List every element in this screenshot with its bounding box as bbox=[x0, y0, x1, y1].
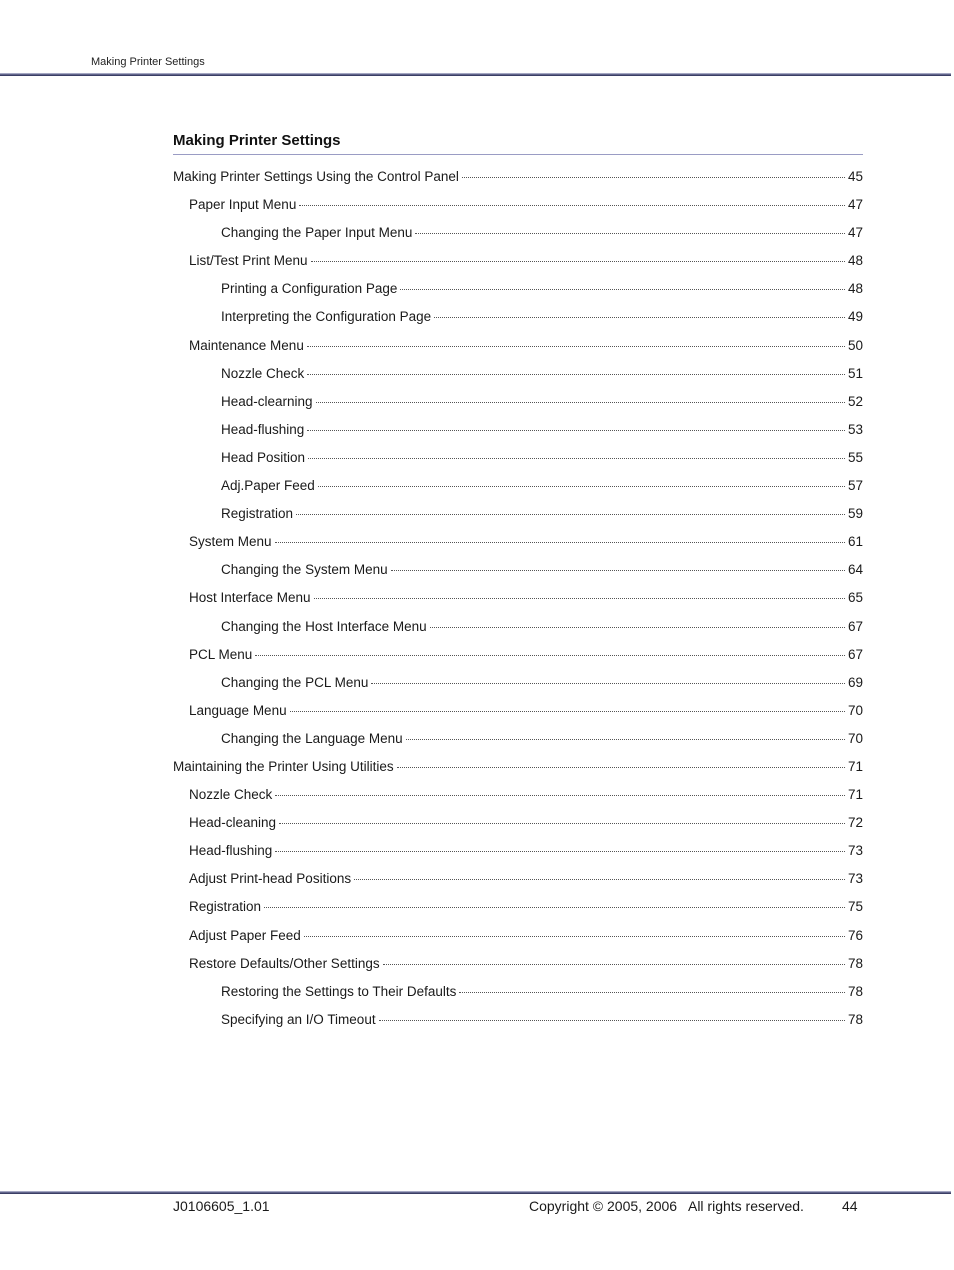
toc-entry[interactable] bbox=[173, 306, 863, 334]
toc-entry[interactable] bbox=[173, 616, 863, 644]
toc-entry-page: 47 bbox=[847, 197, 863, 213]
toc-entry-label: Registration bbox=[189, 899, 262, 915]
toc-dot-leader bbox=[462, 177, 845, 178]
toc-entry[interactable] bbox=[173, 194, 863, 222]
toc-entry-page: 73 bbox=[847, 843, 863, 859]
toc-dot-leader bbox=[397, 767, 845, 768]
toc-dot-leader bbox=[296, 514, 845, 515]
toc-entry-label: Maintenance Menu bbox=[189, 337, 304, 353]
toc-entry-page: 57 bbox=[847, 478, 863, 494]
toc-entry-page: 71 bbox=[847, 787, 863, 803]
toc-entry[interactable] bbox=[173, 896, 863, 924]
toc-entry-label: Adjust Paper Feed bbox=[189, 927, 301, 943]
toc-dot-leader bbox=[308, 458, 845, 459]
toc-entry[interactable] bbox=[173, 222, 863, 250]
toc-entry-label: Changing the PCL Menu bbox=[221, 674, 369, 690]
toc-dot-leader bbox=[279, 823, 845, 824]
toc-dot-leader bbox=[379, 1020, 845, 1021]
toc-entry-page: 78 bbox=[847, 1011, 863, 1027]
toc-entry-label: Head Position bbox=[221, 449, 306, 465]
toc-entry[interactable] bbox=[173, 250, 863, 278]
toc-entry[interactable] bbox=[173, 559, 863, 587]
toc-entry-label: Specifying an I/O Timeout bbox=[221, 1011, 376, 1027]
toc-entry[interactable] bbox=[173, 1009, 863, 1037]
toc-dot-leader bbox=[415, 233, 845, 234]
toc-entry-page: 71 bbox=[847, 758, 863, 774]
toc-entry[interactable] bbox=[173, 447, 863, 475]
toc-entry-label: Restore Defaults/Other Settings bbox=[189, 955, 380, 971]
toc-entry[interactable] bbox=[173, 840, 863, 868]
toc-entry-page: 64 bbox=[847, 562, 863, 578]
toc-dot-leader bbox=[307, 346, 845, 347]
section-title: Making Printer Settings bbox=[173, 132, 341, 149]
toc-dot-leader bbox=[406, 739, 845, 740]
toc-entry-page: 67 bbox=[847, 618, 863, 634]
toc-entry-label: Nozzle Check bbox=[221, 365, 305, 381]
toc-entry[interactable] bbox=[173, 953, 863, 981]
footer-page-number: 44 bbox=[842, 1198, 858, 1214]
toc-entry-label: Head-flushing bbox=[189, 843, 273, 859]
toc-entry[interactable] bbox=[173, 419, 863, 447]
toc-entry-label: Host Interface Menu bbox=[189, 590, 311, 606]
toc-entry-label: Interpreting the Configuration Page bbox=[221, 309, 432, 325]
toc-dot-leader bbox=[371, 683, 845, 684]
toc-dot-leader bbox=[299, 205, 845, 206]
toc-entry-label: Head-cleaning bbox=[189, 815, 277, 831]
toc-entry-label: Making Printer Settings Using the Control Panel bbox=[173, 169, 459, 184]
toc-entry-page: 48 bbox=[847, 253, 863, 269]
toc-entry-page: 49 bbox=[847, 309, 863, 325]
toc-entry-label: Adjust Print-head Positions bbox=[189, 871, 352, 887]
toc-entry-page: 51 bbox=[847, 365, 863, 381]
toc-entry-page: 48 bbox=[847, 281, 863, 297]
toc-entry[interactable] bbox=[173, 335, 863, 363]
toc-dot-leader bbox=[391, 570, 845, 571]
toc-entry-label: Changing the Paper Input Menu bbox=[221, 225, 413, 241]
toc-entry[interactable] bbox=[173, 672, 863, 700]
toc-dot-leader bbox=[318, 486, 845, 487]
toc-dot-leader bbox=[314, 598, 845, 599]
toc-entry-page: 52 bbox=[847, 393, 863, 409]
toc-entry[interactable] bbox=[173, 531, 863, 559]
toc-entry-page: 75 bbox=[847, 899, 863, 915]
toc-dot-leader bbox=[264, 907, 845, 908]
toc-entry-page: 53 bbox=[847, 421, 863, 437]
toc-entry-label: Maintaining the Printer Using Utilities bbox=[173, 758, 394, 774]
toc-dot-leader bbox=[430, 627, 845, 628]
header-rule bbox=[0, 73, 951, 76]
footer-copyright: Copyright © 2005, 2006 All rights reserved. bbox=[529, 1198, 804, 1214]
toc-entry-page: 45 bbox=[847, 169, 863, 184]
toc-entry-label: Changing the System Menu bbox=[221, 562, 388, 578]
toc-entry-page: 55 bbox=[847, 449, 863, 465]
running-header: Making Printer Settings bbox=[91, 56, 205, 68]
toc-entry[interactable] bbox=[173, 503, 863, 531]
toc-entry-page: 69 bbox=[847, 674, 863, 690]
toc-entry[interactable] bbox=[173, 644, 863, 672]
toc-entry[interactable] bbox=[173, 868, 863, 896]
toc-entry-page: 78 bbox=[847, 955, 863, 971]
toc-dot-leader bbox=[275, 542, 845, 543]
toc-entry-label: PCL Menu bbox=[189, 646, 253, 662]
toc-entry-page: 61 bbox=[847, 534, 863, 550]
toc-dot-leader bbox=[275, 851, 845, 852]
toc-entry-label: Registration bbox=[221, 506, 294, 522]
toc-dot-leader bbox=[459, 992, 845, 993]
toc-entry[interactable] bbox=[173, 700, 863, 728]
toc-entry-page: 65 bbox=[847, 590, 863, 606]
toc-entry-page: 70 bbox=[847, 730, 863, 746]
toc-entry-page: 50 bbox=[847, 337, 863, 353]
toc-entry-page: 59 bbox=[847, 506, 863, 522]
toc-entry[interactable] bbox=[173, 756, 863, 784]
toc-entry-label: Restoring the Settings to Their Defaults bbox=[221, 983, 457, 999]
toc-entry-label: Language Menu bbox=[189, 702, 287, 718]
toc-entry-label: Nozzle Check bbox=[189, 787, 273, 803]
toc-entry-label: Printing a Configuration Page bbox=[221, 281, 398, 297]
toc-entry[interactable] bbox=[173, 784, 863, 812]
toc-entry[interactable] bbox=[173, 166, 863, 194]
toc-dot-leader bbox=[275, 795, 845, 796]
toc-entry-page: 70 bbox=[847, 702, 863, 718]
toc-entry[interactable] bbox=[173, 728, 863, 756]
footer-doc-id: J0106605_1.01 bbox=[173, 1198, 270, 1214]
toc-dot-leader bbox=[307, 430, 845, 431]
toc-dot-leader bbox=[304, 936, 845, 937]
toc-entry-label: Head-clearning bbox=[221, 393, 313, 409]
toc-entry[interactable] bbox=[173, 587, 863, 615]
toc-dot-leader bbox=[316, 402, 845, 403]
toc-entry-label: System Menu bbox=[189, 534, 272, 550]
toc-entry-label: Changing the Host Interface Menu bbox=[221, 618, 427, 634]
toc-dot-leader bbox=[255, 655, 845, 656]
toc-entry-page: 72 bbox=[847, 815, 863, 831]
toc-entry-page: 67 bbox=[847, 646, 863, 662]
toc-entry-page: 78 bbox=[847, 983, 863, 999]
toc-dot-leader bbox=[383, 964, 845, 965]
toc-dot-leader bbox=[354, 879, 845, 880]
toc-dot-leader bbox=[307, 374, 845, 375]
toc-entry[interactable] bbox=[173, 812, 863, 840]
toc-entry[interactable] bbox=[173, 391, 863, 419]
toc-dot-leader bbox=[434, 317, 845, 318]
toc-entry-label: Paper Input Menu bbox=[189, 197, 297, 213]
toc-dot-leader bbox=[311, 261, 845, 262]
toc-entry-page: 76 bbox=[847, 927, 863, 943]
toc-entry-label: Changing the Language Menu bbox=[221, 730, 403, 746]
toc-entry-label: List/Test Print Menu bbox=[189, 253, 308, 269]
toc-entry[interactable] bbox=[173, 925, 863, 953]
table-of-contents bbox=[173, 166, 863, 1037]
footer-rule bbox=[0, 1191, 951, 1194]
toc-entry-page: 73 bbox=[847, 871, 863, 887]
toc-entry-label: Adj.Paper Feed bbox=[221, 478, 315, 494]
toc-entry[interactable] bbox=[173, 981, 863, 1009]
toc-entry[interactable] bbox=[173, 363, 863, 391]
toc-entry[interactable] bbox=[173, 278, 863, 306]
toc-entry-page: 47 bbox=[847, 225, 863, 241]
toc-entry-label: Head-flushing bbox=[221, 421, 305, 437]
toc-dot-leader bbox=[290, 711, 845, 712]
toc-dot-leader bbox=[400, 289, 845, 290]
section-title-rule bbox=[173, 154, 863, 155]
toc-entry[interactable] bbox=[173, 475, 863, 503]
